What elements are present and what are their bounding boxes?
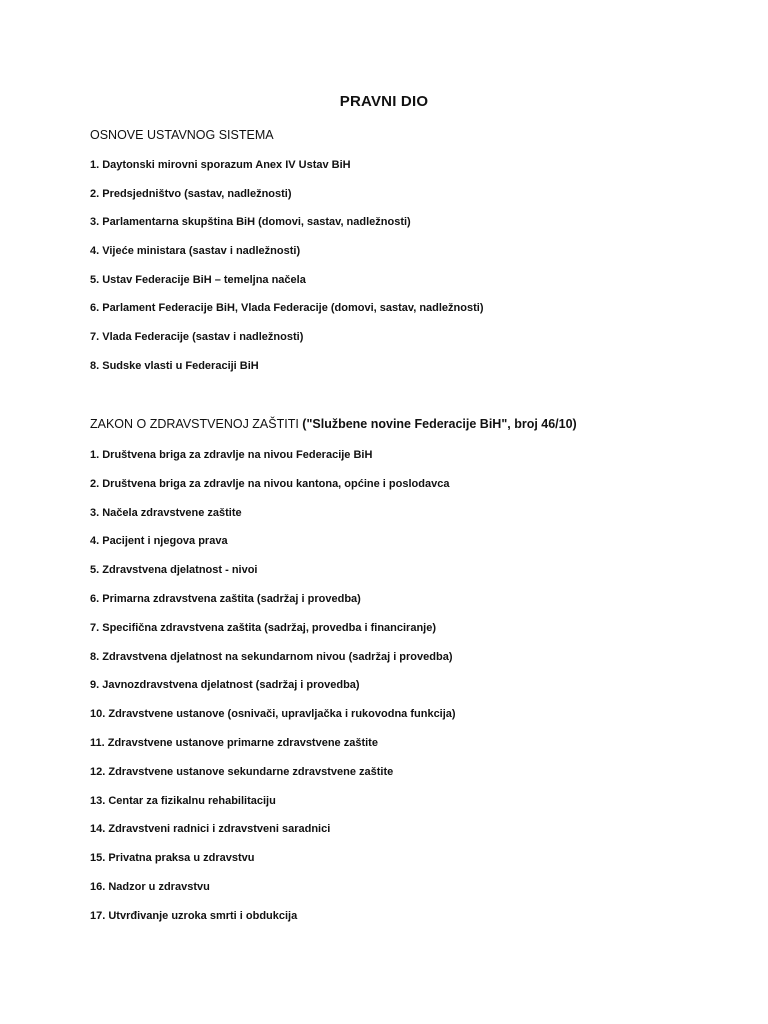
list-item: 6. Parlament Federacije BiH, Vlada Federacije (domovi, sastav, nadležnosti) <box>90 302 484 315</box>
list-item: 10. Zdravstvene ustanove (osnivači, upravljačka i rukovodna funkcija) <box>90 708 456 721</box>
section-heading-health-protection-law <box>90 417 577 431</box>
list-item: 7. Specifična zdravstvena zaštita (sadržaj, provedba i financiranje) <box>90 621 437 634</box>
list-item: 17. Utvrđivanje uzroka smrti i obdukcija <box>90 909 298 922</box>
list-item: 5. Ustav Federacije BiH – temeljna načela <box>90 273 306 286</box>
page-title: PRAVNI DIO <box>339 93 429 110</box>
list-item: 6. Primarna zdravstvena zaštita (sadržaj i provedba) <box>90 592 361 605</box>
list-item: 2. Društvena briga za zdravlje na nivou kantona, općine i poslodavca <box>90 477 450 490</box>
list-item: 9. Javnozdravstvena djelatnost (sadržaj i provedba) <box>90 679 360 692</box>
list-item: 12. Zdravstvene ustanove sekundarne zdravstvene zaštite <box>90 765 394 778</box>
list-item: 1. Društvena briga za zdravlje na nivou Federacije BiH <box>90 449 373 461</box>
list-item: 8. Sudske vlasti u Federaciji BiH <box>90 359 259 372</box>
section-heading-text: OSNOVE USTAVNOG SISTEMA <box>90 128 274 142</box>
list-item: 3. Načela zdravstvene zaštite <box>90 506 242 519</box>
list-item: 2. Predsjedništvo (sastav, nadležnosti) <box>90 187 292 200</box>
list-item: 4. Vijeće ministara (sastav i nadležnosti) <box>90 245 301 258</box>
list-item: 8. Zdravstvena djelatnost na sekundarnom nivou (sadržaj i provedba) <box>90 650 453 663</box>
section-heading-text: ZAKON O ZDRAVSTVENOJ ZAŠTITI <box>90 417 303 431</box>
list-item: 4. Pacijent i njegova prava <box>90 535 228 548</box>
list-item: 7. Vlada Federacije (sastav i nadležnosti) <box>90 331 304 344</box>
list-item: 1. Daytonski mirovni sporazum Anex IV Ustav BiH <box>90 159 351 171</box>
list-item: 5. Zdravstvena djelatnost - nivoi <box>90 564 258 577</box>
list-item: 15. Privatna praksa u zdravstvu <box>90 852 255 865</box>
section-heading-constitutional-system <box>90 128 274 142</box>
health-protection-law-list <box>90 448 456 938</box>
list-item: 14. Zdravstveni radnici i zdravstveni saradnici <box>90 823 331 836</box>
constitutional-system-list <box>90 158 484 388</box>
list-item: 3. Parlamentarna skupština BiH (domovi, sastav, nadležnosti) <box>90 216 411 229</box>
list-item: 16. Nadzor u zdravstvu <box>90 880 210 893</box>
section-heading-gazette-reference: ("Službene novine Federacije BiH", broj 46/10) <box>302 417 577 431</box>
list-item: 11. Zdravstvene ustanove primarne zdravstvene zaštite <box>90 736 378 749</box>
list-item: 13. Centar za fizikalnu rehabilitaciju <box>90 794 276 807</box>
